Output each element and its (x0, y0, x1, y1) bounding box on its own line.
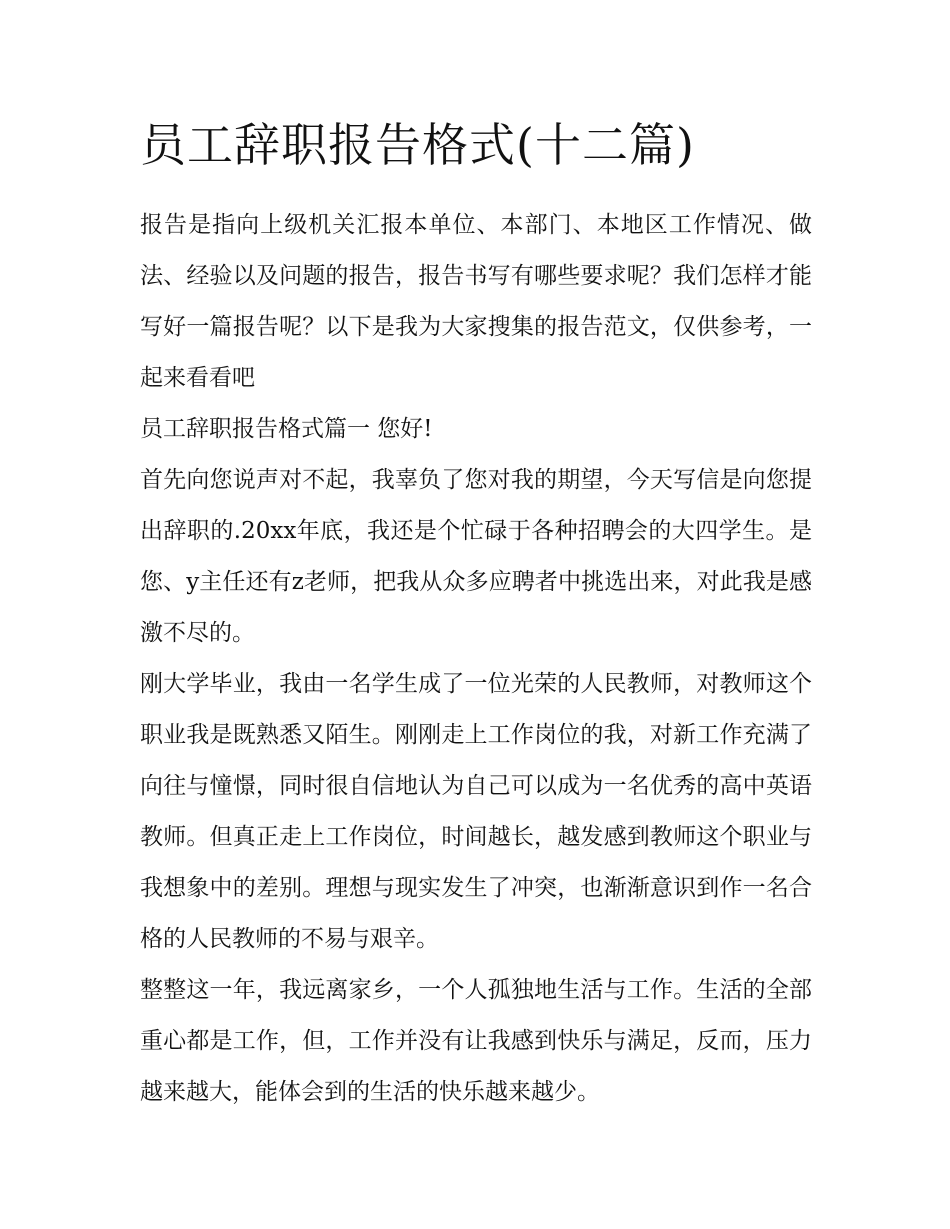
section-heading-paragraph: 员工辞职报告格式篇一 您好! (140, 416, 433, 442)
body-paragraph-life: 整整这一年，我远离家乡，一个人孤独地生活与工作。生活的全部重心都是工作，但，工作并没有让我感到快乐与满足，反而，压力越来越大，能体会到的生活的快乐越来越少。 (140, 977, 812, 1105)
intro-paragraph: 报告是指向上级机关汇报本单位、本部门、本地区工作情况、做法、经验以及问题的报告，报告书写有哪些要求呢？我们怎样才能写好一篇报告呢？以下是我为大家搜集的报告范文，仅供参考，一起来看看吧 (140, 212, 812, 391)
document-page (140, 112, 812, 1118)
body-paragraph-career: 刚大学毕业，我由一名学生成了一位光荣的人民教师，对教师这个职业我是既熟悉又陌生。刚刚走上工作岗位的我，对新工作充满了向往与憧憬，同时很自信地认为自己可以成为一名优秀的高中英语教师。但真正走上工作岗位，时间越长，越发感到教师这个职业与我想象中的差别。理想与现实发生了冲突，也渐渐意识到作一名合格的人民教师的不易与艰辛。 (140, 671, 812, 952)
body-paragraph-apology: 首先向您说声对不起，我辜负了您对我的期望，今天写信是向您提出辞职的.20xx年底，我还是个忙碌于各种招聘会的大四学生。是您、y主任还有z老师，把我从众多应聘者中挑选出来，对此我是感激不尽的。 (140, 467, 812, 646)
document-title: 员工辞职报告格式(十二篇) (140, 118, 695, 172)
